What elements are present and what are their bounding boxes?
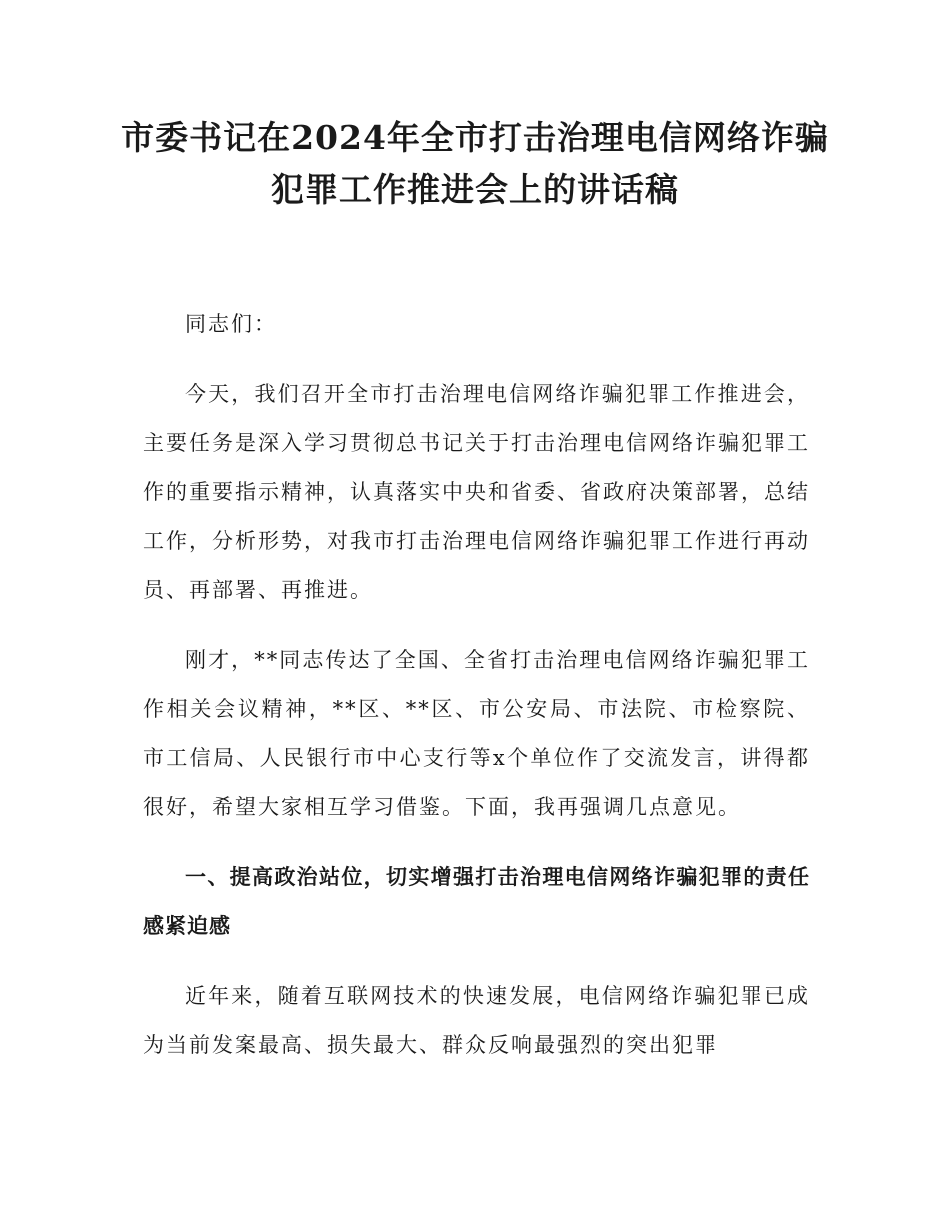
salutation: 同志们：	[185, 312, 277, 336]
section-heading: 一、提高政治站位，切实增强打击治理电信网络诈骗犯罪的责任感紧迫感	[143, 865, 810, 938]
document-title: 市委书记在2024年全市打击治理电信网络诈骗犯罪工作推进会上的讲话稿	[121, 118, 829, 209]
paragraph-intro: 今天，我们召开全市打击治理电信网络诈骗犯罪工作推进会，主要任务是深入学习贯彻总书记关于打击治理电信网络诈骗犯罪工作的重要指示精神，认真落实中央和省委、省政府决策部署，总结工作，分析形势，对我市打击治理电信网络诈骗犯罪工作进行再动员、再部署、再推进。	[143, 382, 810, 602]
section-paragraph: 近年来，随着互联网技术的快速发展，电信网络诈骗犯罪已成为当前发案最高、损失最大、群众反响最强烈的突出犯罪	[143, 984, 810, 1057]
paragraph-review: 刚才，**同志传达了全国、全省打击治理电信网络诈骗犯罪工作相关会议精神，**区、**区、市公安局、市法院、市检察院、市工信局、人民银行市中心支行等x个单位作了交流发言，讲得都很好，希望大家相互学习借鉴。下面，我再强调几点意见。	[143, 648, 810, 819]
document-body	[143, 300, 810, 1091]
